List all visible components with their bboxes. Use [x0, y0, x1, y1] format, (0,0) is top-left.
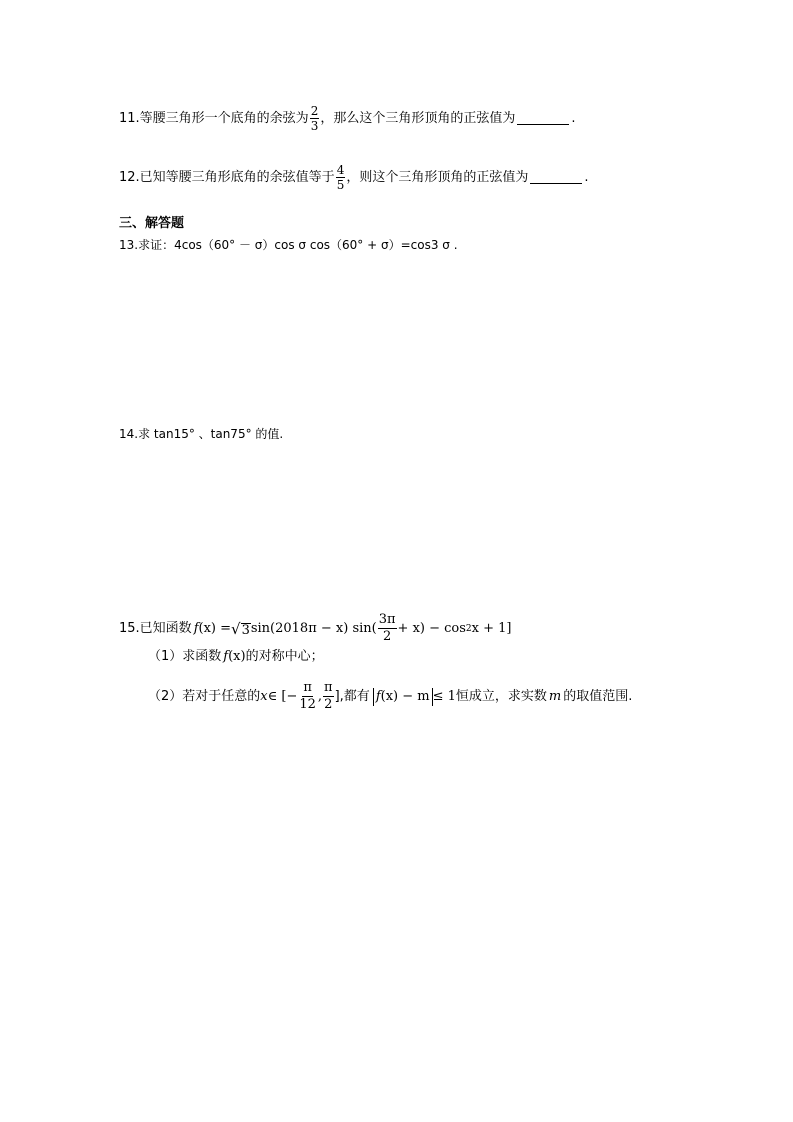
- q15-part1-f: f: [223, 649, 229, 664]
- q11-suffix: ，那么这个三角形顶角的正弦值为: [320, 110, 516, 126]
- q15-part2-le: ≤ 1: [432, 688, 456, 704]
- q12-frac-num: 4: [336, 163, 345, 177]
- radical-sign-icon: √: [231, 619, 241, 638]
- q15-part2-comma: ,: [317, 688, 323, 704]
- q15-part2-abs: [373, 688, 433, 706]
- q15-frac-num: 3π: [378, 612, 396, 627]
- question-13: 13.求证：4cos（60° － σ）cos σ cos（60° + σ）=cos3 σ .: [119, 238, 458, 252]
- q15-frac-den: 2: [382, 629, 392, 644]
- question-15-part-2: [148, 680, 632, 713]
- q15-part2-abs-f: f: [375, 688, 381, 704]
- q11-answer-blank[interactable]: [517, 112, 569, 125]
- q15-prefix: 15.已知函数: [119, 620, 192, 636]
- q15-part2-in: ∈ [−: [267, 688, 298, 704]
- q12-prefix: 12.已知等腰三角形底角的余弦值等于: [119, 169, 335, 185]
- q11-frac-num: 2: [310, 104, 319, 118]
- q15-part2-frac2-num: π: [324, 680, 333, 695]
- question-12: [119, 163, 588, 192]
- q12-answer-blank[interactable]: [530, 171, 582, 184]
- q15-part2-abs-x: (x) − m: [380, 688, 430, 704]
- q15-part2-frac2-den: 2: [324, 697, 333, 712]
- q11-frac-den: 3: [310, 119, 319, 133]
- q15-sin-part: sin(2018π − x) sin(: [250, 620, 377, 636]
- q11-fraction: [310, 104, 320, 133]
- q15-x-paren: (x) =: [198, 620, 231, 636]
- q11-end: .: [571, 110, 576, 126]
- sqrt-3: [231, 620, 251, 638]
- q15-part2-close: ],都有: [334, 688, 370, 704]
- q15-part2-x: x: [260, 688, 268, 704]
- q15-part2-frac1: [298, 680, 317, 713]
- q15-part1-suffix: 的对称中心；: [245, 649, 324, 664]
- q15-part2-end: 的取值范围.: [563, 688, 633, 704]
- q15-part1-prefix: （1）求函数: [148, 649, 222, 664]
- q15-part2-frac1-num: π: [303, 680, 312, 695]
- q15-part2-prefix: （2）若对于任意的: [148, 688, 261, 704]
- q12-frac-den: 5: [336, 178, 345, 192]
- q15-part2-frac1-den: 12: [299, 697, 316, 712]
- question-14: 14.求 tan15° 、tan75° 的值.: [119, 427, 284, 441]
- q12-suffix: ，则这个三角形顶角的正弦值为: [346, 169, 529, 185]
- question-15: 15.已知函数 f (x) = √ 3 sin(2018π − x) sin( $\frac{3\pi}{2}$ + x) − cos 2 x + 1]: [119, 612, 512, 644]
- q12-fraction: [336, 163, 346, 192]
- section-title: 三、解答题: [119, 216, 185, 231]
- q15-part1-x: (x): [228, 649, 246, 664]
- question-11: [119, 104, 575, 133]
- q15-part2-m: m: [548, 688, 562, 704]
- sqrt-radicand: 3: [241, 622, 250, 638]
- q15-tail: + x) − cos: [397, 620, 466, 636]
- question-15-part-1: [148, 648, 324, 666]
- q11-prefix: 11.等腰三角形一个底角的余弦为: [119, 110, 309, 126]
- q12-end: .: [584, 169, 589, 185]
- q15-part2-frac2: [323, 680, 334, 713]
- q15-fraction: [378, 612, 397, 645]
- q15-tail2: x + 1]: [471, 620, 512, 636]
- q15-f: f: [193, 620, 199, 636]
- q15-part2-suffix: 恒成立，求实数: [455, 688, 547, 704]
